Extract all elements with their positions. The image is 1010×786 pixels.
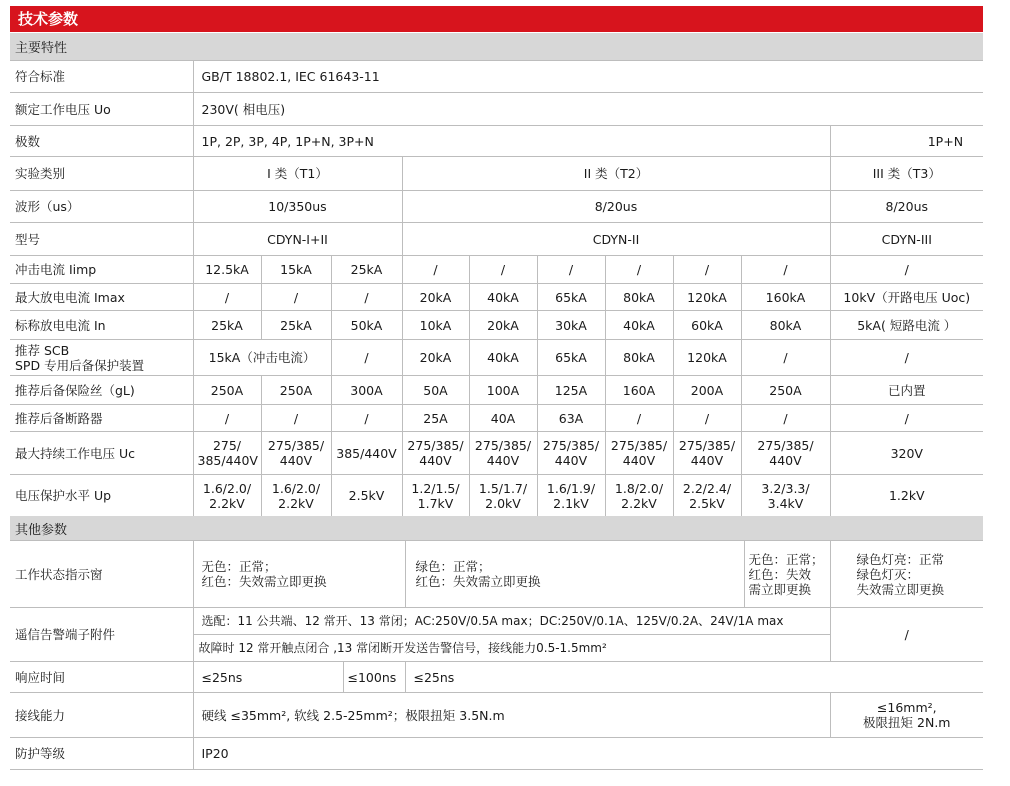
- table-row: [10, 608, 983, 635]
- cell: /: [673, 405, 741, 432]
- cell: 200A: [673, 376, 741, 405]
- cell: 120kA: [673, 340, 741, 376]
- cell: III 类（T3）: [830, 157, 983, 191]
- table-row: [10, 256, 983, 284]
- main-spec-table: [10, 60, 983, 517]
- table-row: [10, 376, 983, 405]
- cell: 2.2/2.4/ 2.5kV: [673, 475, 741, 517]
- cell: 50A: [402, 376, 469, 405]
- row-label: 额定工作电压 Uo: [10, 93, 193, 126]
- cell: 40A: [469, 405, 537, 432]
- cell: 160A: [605, 376, 673, 405]
- cell: 385/440V: [331, 432, 402, 475]
- cell: CDYN-II: [402, 223, 830, 256]
- cell: /: [741, 405, 830, 432]
- cell: 1.2kV: [830, 475, 983, 517]
- cell: 20kA: [402, 340, 469, 376]
- cell: 250A: [193, 376, 261, 405]
- cell: 30kA: [537, 311, 605, 340]
- cell: 10kA: [402, 311, 469, 340]
- cell: 2.5kV: [331, 475, 402, 517]
- indicator-cell-t2b: 无色：正常； 红色：失效 需立即更换: [744, 541, 830, 608]
- cell: ≤100ns: [343, 662, 405, 693]
- cell: 40kA: [605, 311, 673, 340]
- cell: /: [673, 256, 741, 284]
- row-label: 工作状态指示窗: [10, 541, 193, 608]
- cell: 1.5/1.7/ 2.0kV: [469, 475, 537, 517]
- cell: 275/385/ 440V: [673, 432, 741, 475]
- cell: 1.6/2.0/ 2.2kV: [193, 475, 261, 517]
- cell: /: [261, 284, 331, 311]
- row-label: 最大放电电流 Imax: [10, 284, 193, 311]
- cell: 65kA: [537, 340, 605, 376]
- cell: 12.5kA: [193, 256, 261, 284]
- indicator-cell-t3: 绿色灯亮：正常 绿色灯灭： 失效需立即更换: [830, 541, 983, 608]
- cell: 1.6/1.9/ 2.1kV: [537, 475, 605, 517]
- table-row: [10, 405, 983, 432]
- cell: /: [741, 340, 830, 376]
- cell: 275/385/ 440V: [261, 432, 331, 475]
- cell: 25kA: [193, 311, 261, 340]
- cell: 硬线 ≤35mm², 软线 2.5-25mm²；极限扭矩 3.5N.m: [193, 693, 830, 738]
- table-row: [10, 311, 983, 340]
- cell: /: [331, 405, 402, 432]
- cell: 125A: [537, 376, 605, 405]
- cell: ≤25ns: [193, 662, 343, 693]
- cell: 3.2/3.3/ 3.4kV: [741, 475, 830, 517]
- row-label: 波形（us）: [10, 191, 193, 223]
- row-label: 推荐后备断路器: [10, 405, 193, 432]
- table-row: [10, 126, 983, 157]
- cell: 25A: [402, 405, 469, 432]
- cell: 40kA: [469, 340, 537, 376]
- cell: 50kA: [331, 311, 402, 340]
- cell: 160kA: [741, 284, 830, 311]
- cell: IP20: [193, 738, 983, 770]
- cell: 275/385/ 440V: [741, 432, 830, 475]
- cell: 8/20us: [830, 191, 983, 223]
- row-label: 遥信告警端子附件: [10, 608, 193, 662]
- cell: 25kA: [331, 256, 402, 284]
- cell: 80kA: [605, 340, 673, 376]
- cell: 275/ 385/440V: [193, 432, 261, 475]
- cell: /: [830, 340, 983, 376]
- section-header-main: 主要特性: [10, 33, 983, 60]
- cell: /: [261, 405, 331, 432]
- cell: CDYN-III: [830, 223, 983, 256]
- table-row: [10, 693, 983, 738]
- row-label: 电压保护水平 Up: [10, 475, 193, 517]
- row-label: 推荐 SCB SPD 专用后备保护装置: [10, 340, 193, 376]
- page-title: 技术参数: [10, 6, 983, 32]
- cell: /: [193, 405, 261, 432]
- table-row: [10, 432, 983, 475]
- cell: 275/385/ 440V: [402, 432, 469, 475]
- cell: 20kA: [469, 311, 537, 340]
- cell: 230V( 相电压): [193, 93, 983, 126]
- cell: /: [402, 256, 469, 284]
- cell: /: [193, 284, 261, 311]
- cell: 65kA: [537, 284, 605, 311]
- table-row: [10, 157, 983, 191]
- cell: 5kA( 短路电流 ）: [830, 311, 983, 340]
- cell: I 类（T1）: [193, 157, 402, 191]
- cell: /: [331, 284, 402, 311]
- cell: 320V: [830, 432, 983, 475]
- cell: /: [830, 405, 983, 432]
- cell: 63A: [537, 405, 605, 432]
- row-label: 防护等级: [10, 738, 193, 770]
- cell: /: [469, 256, 537, 284]
- cell: 60kA: [673, 311, 741, 340]
- section-header-other: 其他参数: [10, 516, 983, 540]
- cell: 275/385/ 440V: [469, 432, 537, 475]
- cell: /: [605, 405, 673, 432]
- row-label: 响应时间: [10, 662, 193, 693]
- cell: 80kA: [605, 284, 673, 311]
- cell: /: [331, 340, 402, 376]
- cell: 故障时 12 常开触点闭合 ,13 常闭断开发送告警信号，接线能力0.5-1.5mm²: [193, 635, 830, 662]
- cell: /: [537, 256, 605, 284]
- cell: 已内置: [830, 376, 983, 405]
- cell: 300A: [331, 376, 402, 405]
- row-label: 极数: [10, 126, 193, 157]
- table-row: [10, 223, 983, 256]
- cell: II 类（T2）: [402, 157, 830, 191]
- table-row: [10, 662, 983, 693]
- row-label: 推荐后备保险丝（gL): [10, 376, 193, 405]
- cell: 10kV（开路电压 Uoc): [830, 284, 983, 311]
- row-label: 实验类别: [10, 157, 193, 191]
- cell: 20kA: [402, 284, 469, 311]
- table-row: [10, 541, 983, 608]
- cell: 1P, 2P, 3P, 4P, 1P+N, 3P+N: [193, 126, 830, 157]
- table-row: [10, 61, 983, 93]
- cell: 250A: [261, 376, 331, 405]
- row-label: 符合标准: [10, 61, 193, 93]
- table-row: [10, 191, 983, 223]
- indicator-cell-t2: 绿色：正常； 红色：失效需立即更换: [415, 559, 541, 589]
- table-row: [10, 340, 983, 376]
- cell: 80kA: [741, 311, 830, 340]
- cell: CDYN-I+II: [193, 223, 402, 256]
- table-row: [10, 284, 983, 311]
- indicator-cell-t1: 无色：正常； 红色：失效需立即更换: [194, 541, 406, 607]
- table-row: [10, 475, 983, 517]
- table-row: [10, 738, 983, 770]
- other-spec-table: [10, 540, 983, 770]
- cell: /: [830, 256, 983, 284]
- cell: 275/385/ 440V: [605, 432, 673, 475]
- cell: 8/20us: [402, 191, 830, 223]
- table-row: [10, 93, 983, 126]
- cell: 275/385/ 440V: [537, 432, 605, 475]
- cell: GB/T 18802.1, IEC 61643-11: [193, 61, 983, 93]
- cell: /: [741, 256, 830, 284]
- cell: 25kA: [261, 311, 331, 340]
- cell: 选配：11 公共端、12 常开、13 常闭；AC:250V/0.5A max；DC:250V/0.1A、125V/0.2A、24V/1A max: [193, 608, 830, 635]
- cell: ≤25ns: [405, 662, 983, 693]
- cell: 100A: [469, 376, 537, 405]
- cell: 1P+N: [830, 126, 983, 157]
- row-label: 冲击电流 Iimp: [10, 256, 193, 284]
- cell: 120kA: [673, 284, 741, 311]
- cell: ≤16mm², 极限扭矩 2N.m: [830, 693, 983, 738]
- cell: /: [605, 256, 673, 284]
- cell: 10/350us: [193, 191, 402, 223]
- cell: 15kA（冲击电流）: [193, 340, 331, 376]
- row-label: 接线能力: [10, 693, 193, 738]
- row-label: 型号: [10, 223, 193, 256]
- row-label: 最大持续工作电压 Uc: [10, 432, 193, 475]
- cell: 1.2/1.5/ 1.7kV: [402, 475, 469, 517]
- cell: 40kA: [469, 284, 537, 311]
- row-label: 标称放电电流 In: [10, 311, 193, 340]
- cell: /: [830, 608, 983, 662]
- cell: 1.8/2.0/ 2.2kV: [605, 475, 673, 517]
- cell: 1.6/2.0/ 2.2kV: [261, 475, 331, 517]
- cell: 15kA: [261, 256, 331, 284]
- cell: 250A: [741, 376, 830, 405]
